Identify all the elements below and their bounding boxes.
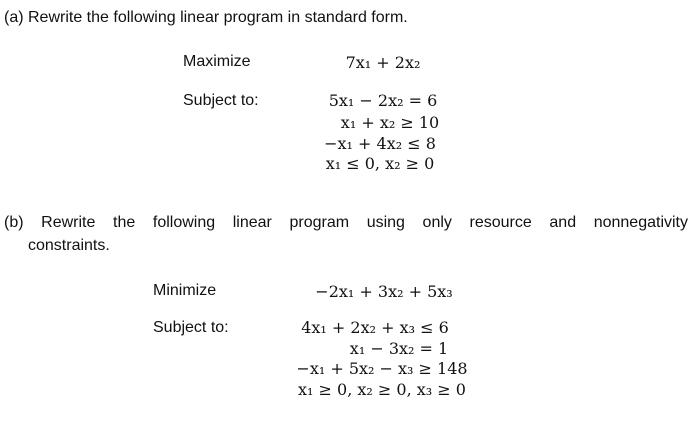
constraint-b-1: 4x₁ + 2x₂ + x₃ ≤ 6 (301, 318, 449, 337)
question-b-text (4, 211, 688, 257)
question-b-line-1: (b) Rewrite the following linear program using only resource and nonnegativity (4, 214, 688, 231)
constraint-b-4: x₁ ≥ 0, x₂ ≥ 0, x₃ ≥ 0 (298, 380, 466, 399)
objective-function-a: 7x₁ + 2x₂ (345, 53, 421, 72)
subject-to-label-a: Subject to: (183, 92, 259, 109)
constraint-a-2: x₁ + x₂ ≥ 10 (340, 113, 440, 132)
constraint-b-2: x₁ − 3x₂ = 1 (349, 339, 449, 358)
maximize-label: Maximize (183, 53, 251, 70)
question-a-text: (a) Rewrite the following linear program in standard form. (4, 9, 408, 26)
subject-to-label-b: Subject to: (153, 319, 229, 336)
objective-function-b: −2x₁ + 3x₂ + 5x₃ (315, 282, 453, 301)
constraint-a-3: −x₁ + 4x₂ ≤ 8 (324, 134, 436, 153)
constraint-a-4: x₁ ≤ 0, x₂ ≥ 0 (325, 154, 435, 173)
question-b-line-2: constraints. (28, 237, 110, 254)
minimize-label: Minimize (153, 282, 217, 299)
constraint-a-1: 5x₁ − 2x₂ = 6 (328, 91, 438, 110)
constraint-b-3: −x₁ + 5x₂ − x₃ ≥ 148 (296, 359, 468, 378)
